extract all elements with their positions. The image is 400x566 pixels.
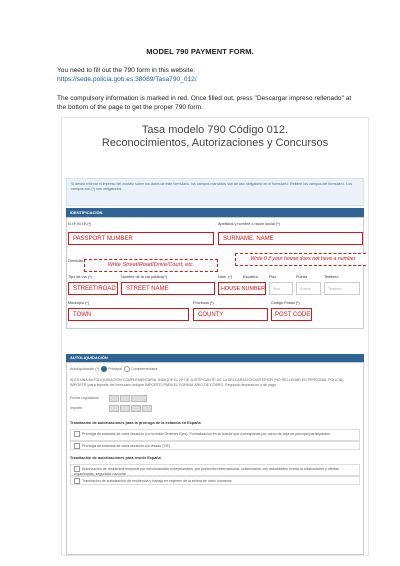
residir-option-2-checkbox[interactable] <box>74 478 80 484</box>
instructions-text: The compulsory information is marked in red. Once filled out, press "Descargar impreso rellenado" at the bottom of the page to get the proper 790 form. <box>57 95 352 111</box>
town-field[interactable]: TOWN <box>68 308 189 321</box>
residir-option-1[interactable] <box>70 464 360 476</box>
nombre-via-label: Nombre de la vía pública(*) <box>121 275 168 279</box>
puerta-label: Puerta <box>296 275 308 279</box>
house-number-hint: Write 0 if your house does not have a number <box>235 253 368 266</box>
form-url-link[interactable]: https://sede.policia.gob.es:38089/Tasa790_012/ <box>57 76 197 83</box>
nif-label: N.I.F./N.I.E.(*) <box>68 222 92 226</box>
telefono-label: Teléfono <box>324 275 339 279</box>
fecha-day-field[interactable] <box>109 395 119 402</box>
complementaria-option-label: Complementaria <box>130 366 158 371</box>
county-field[interactable]: COUNTY <box>193 308 268 321</box>
complementaria-radio[interactable] <box>124 366 130 372</box>
post-code-field[interactable]: POST CODE <box>271 308 312 321</box>
telefono-field[interactable]: Teléfono <box>324 282 360 295</box>
document-title: MODEL 790 PAYMENT FORM. <box>146 47 254 56</box>
form-screenshot <box>62 118 368 555</box>
puerta-field[interactable]: Puerta <box>296 282 321 295</box>
prorroga-option-2[interactable] <box>70 441 360 450</box>
street-type-field[interactable]: STREET/ROAD <box>68 282 118 295</box>
street-type-hint: Write Street/Road/Drive/Court, etc. <box>84 259 218 272</box>
fecha-row <box>70 395 148 402</box>
tipo-via-label: Tipo de vía (*) <box>68 275 92 279</box>
residir-title: Tramitación de autorizaciones para residir España <box>70 456 161 460</box>
residir-option-2-label: Tramitación de autorización de residencia y trabajo en régimen de la esfera de otros humanos <box>82 478 232 483</box>
residir-option-2[interactable] <box>70 476 360 485</box>
autoliquidacion-note: SI ES UNA AUTOLIQUIDACIÓN COMPLEMENTARIA, INDIQUE EL Nº DE JUSTIFICANTE DE LA DECLARACIÓN ANTERIOR (NO RELLENAR EN PERSONAL POLICÍA). IMPORTE (para importe del formulario indique IMPORTE) PARA EL FORMULARIO DE COBRO. Segunda declaración o de pago <box>70 378 345 387</box>
provincia-label: Provincia (*) <box>193 301 214 305</box>
declaracion-label: Autoliquidación (*) <box>70 366 100 371</box>
nif-field[interactable]: PASSPORT NUMBER <box>68 232 214 245</box>
prorroga-option-1-checkbox[interactable] <box>74 431 80 437</box>
fecha-year-field[interactable] <box>131 395 147 402</box>
section-identificacion-header: IDENTIFICACIÓN <box>66 208 364 217</box>
cp-label: Código Postal (*) <box>271 301 300 305</box>
prorroga-option-2-label: Prórroga de estancia de corta duración sin visado (TIE) <box>82 443 171 448</box>
info-box <box>66 178 364 206</box>
prorroga-option-1[interactable] <box>70 429 360 441</box>
declaracion-row <box>70 366 157 372</box>
escalera-label: Escalera <box>243 275 258 279</box>
info-text: Si desea rellenar el impreso del modelo sobre los datos de este formulario, los campos marcados son de uso obligatorio en el formulario. Rellene los campos del formulario. Los campos con (*) son obligatorios. <box>71 182 353 191</box>
principal-radio[interactable] <box>101 366 107 372</box>
name-field[interactable]: SURNAME, NAME <box>218 232 363 245</box>
prorroga-option-1-label: Prórroga de estancia de corta duración (no incluido Órdenes Ejes). Formalización en la cuenta que corresponda por razón de caja en principal participantes <box>82 431 330 436</box>
importe-field-2[interactable] <box>120 405 130 412</box>
importe-field-1[interactable] <box>109 405 119 412</box>
principal-option-label: Principal <box>108 366 122 371</box>
domicilio-label: Domicilio <box>68 259 84 263</box>
municipio-label: Municipio (*) <box>68 301 90 305</box>
fecha-month-field[interactable] <box>120 395 130 402</box>
prorroga-option-2-checkbox[interactable] <box>74 443 80 449</box>
street-name-field[interactable]: STREET NAME <box>121 282 215 295</box>
house-number-field[interactable]: HOUSE NUMBER <box>218 282 266 295</box>
prorroga-title: Tramitación de autorizaciones para la prórroga de la estancia en España <box>70 421 201 425</box>
fecha-label: Fecha Liquidación <box>70 396 100 401</box>
intro-line: You need to fill out the 790 form in this website: <box>57 67 195 74</box>
form-title-line1: Tasa modelo 790 Código 012. <box>141 124 289 136</box>
name-label: Apellidos y nombre o razón social (*) <box>218 222 280 226</box>
residir-option-1-label: Autorización de residencia temporal por circunstancias excepcionales, por protección internacional, colaboración con autoridades contra la colaboración y ofertas organizadas, seguridad nacional <box>74 466 339 476</box>
form-title-line2: Reconocimientos, Autorizaciones y Concursos <box>101 137 329 149</box>
importe-field-3[interactable] <box>131 405 141 412</box>
piso-label: Piso <box>269 275 277 279</box>
section-autoliquidacion-header: AUTOLIQUIDACIÓN <box>66 354 364 362</box>
importe-label: Importe <box>70 406 83 411</box>
importe-field-4[interactable] <box>142 405 152 412</box>
importe-row <box>70 405 153 412</box>
piso-field[interactable]: Piso <box>269 282 293 295</box>
form-title <box>62 124 368 150</box>
numero-label: Núm. (*) <box>218 275 233 279</box>
